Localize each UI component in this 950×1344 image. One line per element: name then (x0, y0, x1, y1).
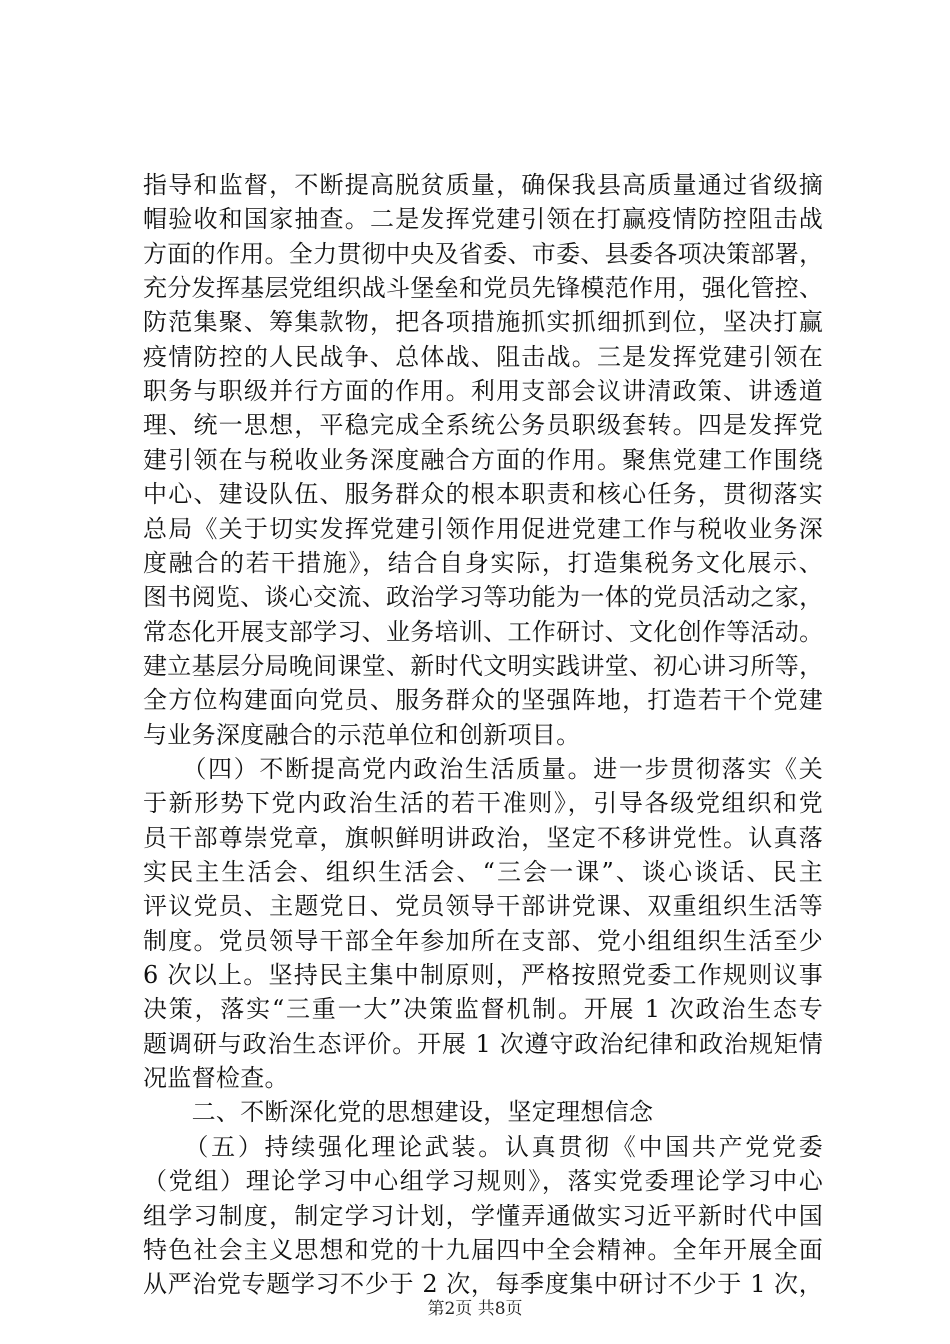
text-line: 充分发挥基层党组织战斗堡垒和党员先锋模范作用，强化管控、 (143, 274, 824, 303)
text-line: 决策，落实“三重一大”决策监督机制。开展 1 次政治生态专 (143, 995, 823, 1024)
text-line: 6 次以上。坚持民主集中制原则，严格按照党委工作规则议事 (143, 961, 823, 990)
text-line: 特色社会主义思想和党的十九届四中全会精神。全年开展全面 (143, 1235, 823, 1264)
text-line: （五）持续强化理论武装。认真贯彻《中国共产党党委 (143, 1132, 823, 1161)
text-line: 组学习制度，制定学习计划，学懂弄通做实习近平新时代中国 (143, 1201, 823, 1230)
text-line: 题调研与政治生态评价。开展 1 次遵守政治纪律和政治规矩情 (143, 1029, 823, 1058)
text-line: 总局《关于切实发挥党建引领作用促进党建工作与税收业务深 (143, 514, 823, 543)
text-line: 理、统一思想，平稳完成全系统公务员职级套转。四是发挥党 (143, 411, 823, 440)
text-line: 从严治党专题学习不少于 2 次，每季度集中研讨不少于 1 次， (143, 1270, 823, 1299)
text-line: （四）不断提高党内政治生活质量。进一步贯彻落实《关 (143, 754, 823, 783)
text-line: 疫情防控的人民战争、总体战、阻击战。三是发挥党建引领在 (143, 342, 823, 371)
text-line: 指导和监督，不断提高脱贫质量，确保我县高质量通过省级摘 (143, 171, 823, 199)
text-line: 制度。党员领导干部全年参加所在支部、党小组组织生活至少 (143, 926, 823, 955)
text-line: 职务与职级并行方面的作用。利用支部会议讲清政策、讲透道 (143, 377, 823, 406)
text-line: 与业务深度融合的示范单位和创新项目。 (143, 720, 581, 749)
text-line: 度融合的若干措施》，结合自身实际，打造集税务文化展示、 (143, 548, 823, 577)
text-line: 建引领在与税收业务深度融合方面的作用。聚焦党建工作围绕 (143, 445, 823, 474)
text-line: 二、不断深化党的思想建设，坚定理想信念 (143, 1098, 654, 1127)
text-line: （党组）理论学习中心组学习规则》，落实党委理论学习中心 (143, 1167, 823, 1196)
page-footer: 第2页 共8页 (427, 1299, 523, 1319)
text-line: 员干部尊崇党章，旗帜鲜明讲政治，坚定不移讲党性。认真落 (143, 823, 823, 852)
text-line: 评议党员、主题党日、党员领导干部讲党课、双重组织生活等 (143, 892, 823, 921)
text-line: 况监督检查。 (143, 1064, 289, 1093)
text-line: 建立基层分局晚间课堂、新时代文明实践讲堂、初心讲习所等， (143, 651, 824, 680)
text-line: 帽验收和国家抽查。二是发挥党建引领在打赢疫情防控阻击战 (143, 205, 823, 234)
text-line: 全方位构建面向党员、服务群众的坚强阵地，打造若干个党建 (143, 686, 823, 715)
text-line: 方面的作用。全力贯彻中央及省委、市委、县委各项决策部署， (143, 239, 824, 268)
text-line: 实民主生活会、组织生活会、“三会一课”、谈心谈话、民主 (143, 858, 823, 886)
text-line: 图书阅览、谈心交流、政治学习等功能为一体的党员活动之家， (143, 583, 824, 612)
text-line: 于新形势下党内政治生活的若干准则》，引导各级党组织和党 (143, 789, 823, 818)
text-line: 常态化开展支部学习、业务培训、工作研讨、文化创作等活动。 (143, 617, 824, 646)
text-line: 防范集聚、筹集款物，把各项措施抓实抓细抓到位，坚决打赢 (143, 308, 823, 337)
text-line: 中心、建设队伍、服务群众的根本职责和核心任务，贯彻落实 (143, 480, 823, 509)
